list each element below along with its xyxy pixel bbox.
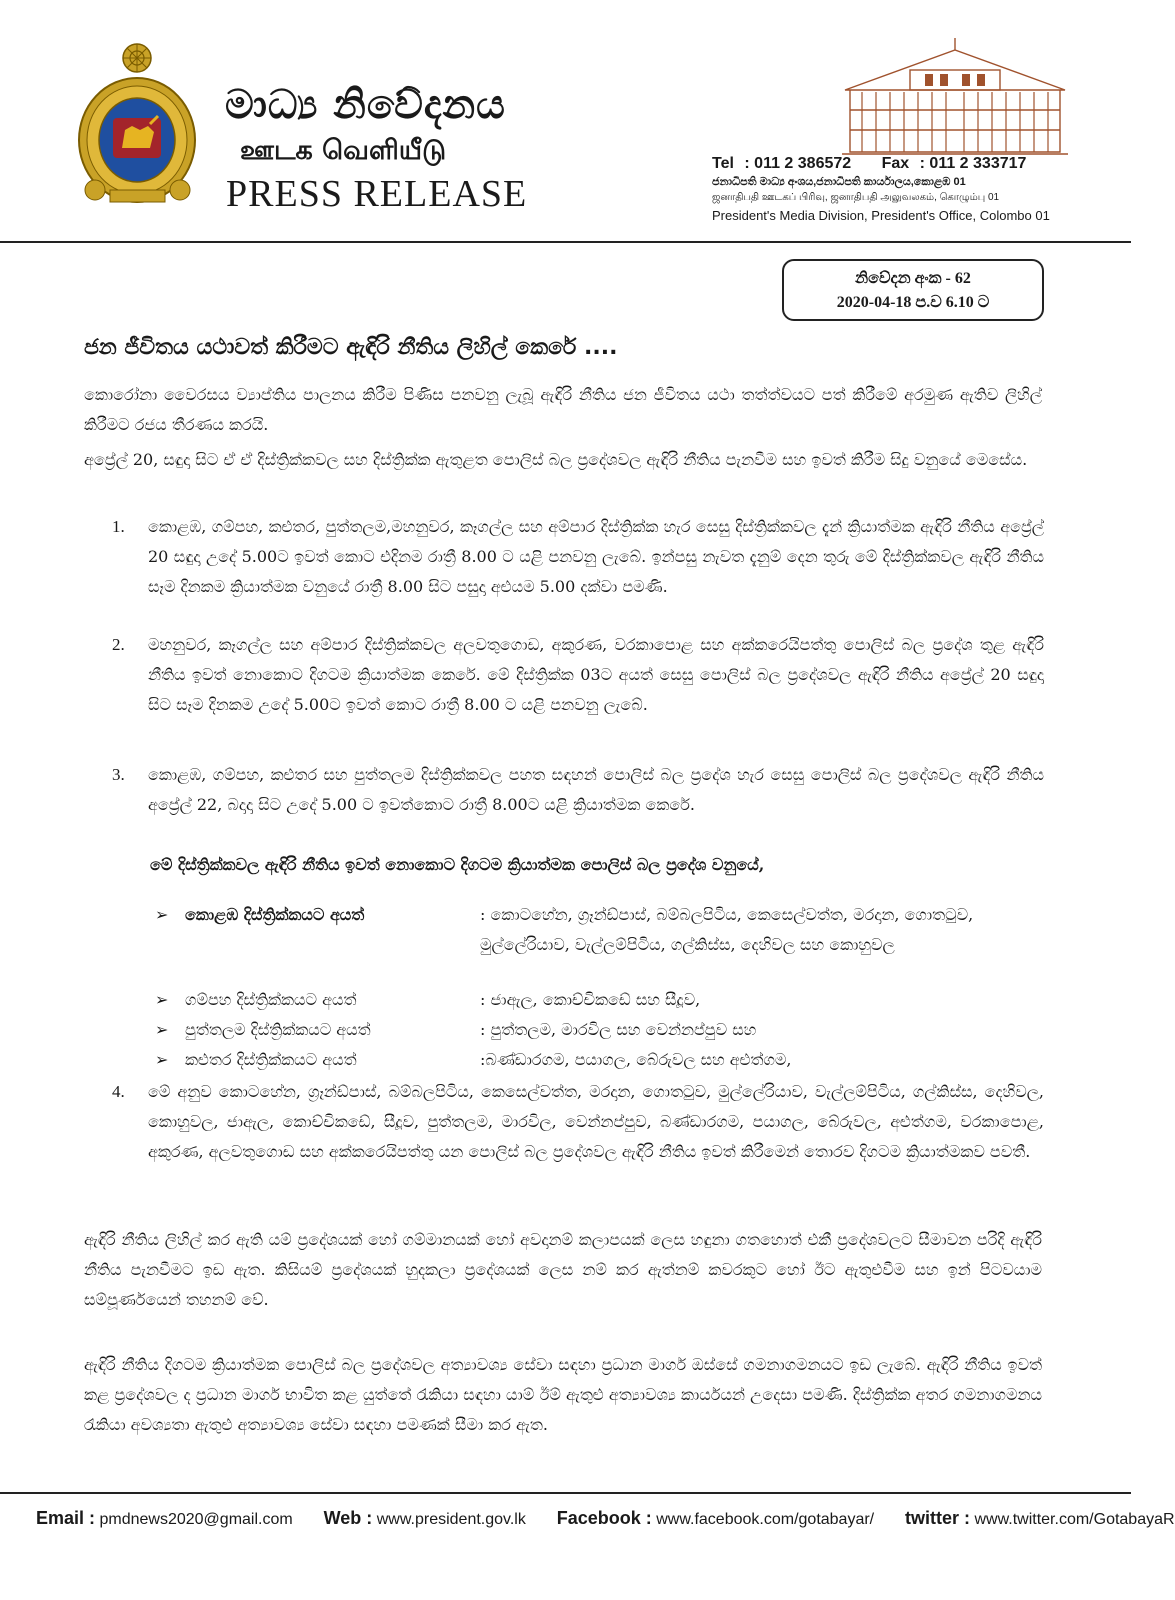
header-divider (0, 241, 1131, 243)
footer-contacts (36, 1508, 1175, 1529)
list-text: මහනුවර, කෑගල්ල සහ අම්පාර දිස්ත්‍රික්කවල අලවතුගොඩ, අකුරණ, වරකාපොළ සහ අක්කරෙයිපත්තු පොලිස් බල ප්‍රදේශ තුළ ඇඳිරි නීතිය ඉවත් නොකොට දිගටම ක්‍රියාත්මක කෙරේ. මේ දිස්ත්‍රික්ක 03ට අයත් සෙසු පොලිස් බල ප්‍රදේශවල ඇඳිරි නීතිය අප්‍රේල් 20 සඳුදා සිට සෑම දිනකම උදේ 5.00ට ඉවත් කොට රාත්‍රී 8.00 ට යළි පනවනු ලැබේ. (148, 635, 1044, 714)
fax-value: : 011 2 333717 (919, 155, 1027, 172)
twitter-link[interactable]: www.twitter.com/GotabayaR (974, 1511, 1175, 1528)
facebook-link[interactable]: www.facebook.com/gotabayar/ (656, 1511, 875, 1528)
web-link[interactable]: www.president.gov.lk (376, 1511, 526, 1528)
district-label: කොළඹ දිස්ත්‍රික්කයට අයත් (185, 905, 365, 924)
header-contact (712, 155, 1050, 223)
press-release-title: ජන ජීවිතය යථාවත් කිරීමට ඇඳිරි නීතිය ලිහිල් කෙරේ .... (84, 335, 618, 360)
address-tamil: ஜனாதிபதி ஊடகப் பிரிவு, ஜனாதிபதி அலுவலகம், கொழும்பு 01 (712, 192, 1000, 203)
intro-paragraph: කොරෝනා වෛරසය ව්‍යාප්තිය පාලනය කිරීම පිණිස පනවනු ලැබූ ඇඳිරි නීතිය ජන ජීවිතය යථා තත්ත්වයට පත් කිරීමේ අරමුණ ඇතිව ලිහිල් කිරීමට රජය තීරණය කරයි. (84, 385, 1042, 434)
schedule-paragraph: අප්‍රේල් 20, සඳුදා සිට ඒ ඒ දිස්ත්‍රික්කවල සහ දිස්ත්‍රික්ක ඇතුළත පොලිස් බල ප්‍රදේශවල ඇඳිරි නීතිය පැනවීම සහ ඉවත් කිරීම සිදු වනුයේ මෙසේය. (84, 450, 1028, 469)
list-number: 2. (112, 635, 125, 654)
web-label: Web : (323, 1508, 373, 1528)
district-areas: : ජාඇල, කොච්චිකඩේ සහ සීදූව, (480, 990, 701, 1009)
address-english: President's Media Division, President's Office, Colombo 01 (712, 208, 1050, 223)
district-label: පුත්තලම දිස්ත්‍රික්කයට අයත් (185, 1020, 371, 1039)
sri-lanka-emblem-icon (70, 40, 205, 212)
reference-box (782, 259, 1044, 321)
district-areas: : පුත්තලම, මාරවිල සහ වෙන්නප්පුව සහ (480, 1020, 757, 1039)
district-areas: :බණ්ඩාරගම, පයාගල, බේරුවල සහ අළුත්ගම, (480, 1050, 792, 1069)
police-areas-heading: මේ දිස්ත්‍රික්කවල ඇඳිරි නීතිය ඉවත් නොකොට දිගටම ක්‍රියාත්මක පොලිස් බල ප්‍රදේශ වනුයේ, (150, 855, 765, 874)
transport-paragraph: ඇඳිරි නීතිය දිගටම ක්‍රියාත්මක පොලිස් බල ප්‍රදේශවල අත්‍යාවශ්‍ය සේවා සඳහා ප්‍රධාන මාර්ග ඔස්සේ ගමනාගමනයට ඉඩ ලැබේ. ඇඳිරි නීතිය ඉවත් කළ ප්‍රදේශවල ද ප්‍රධාන මාර්ග භාවිත කළ යුත්තේ රැකියා සඳහා යාම් ඊම් ඇතුළු අත්‍යාවශ්‍ය කාර්යයන් උදෙසා පමණි. දිස්ත්‍රික්ක අතර ගමනාගමනය රැකියා අවශ්‍යතා ඇතුළු අත්‍යාවශ්‍ය සේවා සඳහා පමණක් සීමා කර ඇත. (84, 1355, 1042, 1434)
address-sinhala: ජනාධිපති මාධ්‍ය අංශය,ජනාධිපති කාර්යාලය,කොළඹ 01 (712, 176, 966, 188)
list-text: මේ අනුව කොටහේන, ග්‍රෑන්ඩ්පාස්, බම්බලපිටිය, කෙසෙල්වත්ත, මරදාන, ගොතටුව, මුල්ලේරියාව, වැල්ලම්පිටිය, ගල්කිස්ස, දෙහිවල, කොහුවල, ජාඇල, කොච්චිකඩේ, සීදූව, පුත්තලම, මාරවිල, වෙන්නප්පුව, බණ්ඩාරගම, පයාගල, බේරුවල, අළුත්ගම, වරකාපොළ, අකුරණ, අලවතුගොඩ සහ අක්කරෙයිපත්තු යන පොලිස් බල ප්‍රදේශවල ඇඳිරි නීතිය ඉවත් කිරීමෙන් තොරව දිගටම ක්‍රියාත්මකව පවතී. (148, 1082, 1044, 1161)
list-text: කොළඹ, ගම්පහ, කළුතර, පුත්තලම,මහනුවර, කෑගල්ල සහ අම්පාර දිස්ත්‍රික්ක හැර සෙසු දිස්ත්‍රික්කවල දැන් ක්‍රියාත්මක ඇඳිරි නීතිය අප්‍රේල් 20 සඳුදා උදේ 5.00ට ඉවත් කොට එදිනම රාත්‍රී 8.00 ට යළි පනවනු ලැබේ. ඉන්පසු නැවත දැනුම් දෙන තුරු මේ දිස්ත්‍රික්කවල ඇඳිරි නීතිය සෑම දිනකම ක්‍රියාත්මක වනුයේ රාත්‍රී 8.00 සිට පසුදා අළුයම 5.00 දක්වා පමණි. (148, 517, 1044, 596)
district-label: කළුතර දිස්ත්‍රික්කයට අයත් (185, 1050, 357, 1069)
email-label: Email : (36, 1508, 96, 1528)
list-item (112, 1077, 1044, 1167)
header-title-sinhala: මාධ්‍ය නිවේදනය (225, 82, 506, 128)
list-item (112, 760, 1044, 820)
email-link[interactable]: pmdnews2020@gmail.com (99, 1511, 293, 1528)
tel-label: Tel (712, 155, 734, 172)
facebook-label: Facebook : (556, 1508, 652, 1528)
footer-divider (0, 1492, 1131, 1494)
tel-value: : 011 2 386572 (744, 155, 852, 172)
release-datetime: 2020-04-18 ප.ව 6.10 ට (836, 294, 990, 311)
list-item (112, 630, 1044, 720)
header-title-tamil: ஊடக வெளியீடு (240, 135, 447, 166)
presidents-office-building-icon (840, 30, 1070, 160)
district-label: ගම්පහ දිස්ත්‍රික්කයට අයත් (185, 990, 357, 1009)
arrow-bullet-icon: ➢ (155, 1020, 169, 1039)
restriction-paragraph: ඇඳිරි නීතිය ලිහිල් කර ඇති යම් ප්‍රදේශයක් හෝ ගම්මානයක් හෝ අවදානම් කලාපයක් ලෙස හඳුනා ගතහොත් එකී ප්‍රදේශවලට සීමාවන පරිදි ඇඳිරි නීතිය පැනවීමට ඉඩ ඇත. කිසියම් ප්‍රදේශයක් හුදකලා ප්‍රදේශයක් ලෙස නම් කර ඇත්නම් කවරකුට හෝ ඊට ඇතුළුවීම සහ ඉන් පිටවයාම සම්පූර්ණයෙන් තහනම් වේ. (84, 1230, 1042, 1309)
list-item (112, 512, 1044, 602)
list-number: 3. (112, 765, 125, 784)
arrow-bullet-icon: ➢ (155, 1050, 169, 1069)
header-title-english: PRESS RELEASE (226, 173, 528, 215)
arrow-bullet-icon: ➢ (155, 990, 169, 1009)
list-text: කොළඹ, ගම්පහ, කළුතර සහ පුත්තලම දිස්ත්‍රික්කවල පහත සඳහන් පොලිස් බල ප්‍රදේශ හැර සෙසු පොලිස් බල ප්‍රදේශවල ඇඳිරි නීතිය අප්‍රේල් 22, බදාදා සිට උදේ 5.00 ට ඉවත්කොට රාත්‍රී 8.00ට යළි ක්‍රියාත්මක කෙරේ. (148, 765, 1044, 814)
release-number: නිවේදන අංක - 62 (855, 270, 971, 287)
fax-label: Fax (881, 155, 910, 172)
list-number: 4. (112, 1082, 125, 1101)
phone-fax-line (712, 155, 1050, 173)
arrow-bullet-icon: ➢ (155, 905, 169, 924)
list-number: 1. (112, 517, 125, 536)
twitter-label: twitter : (905, 1508, 971, 1528)
district-areas: : කොටහේන, ග්‍රෑන්ඩ්පාස්, බම්බලපිටිය, කෙසෙල්වත්ත, මරදාන, ගොතටුව, මුල්ලේරියාව, වැල්ලම්පිටිය, ගල්කිස්ස, දෙහිවල සහ කොහුවල (480, 905, 974, 954)
